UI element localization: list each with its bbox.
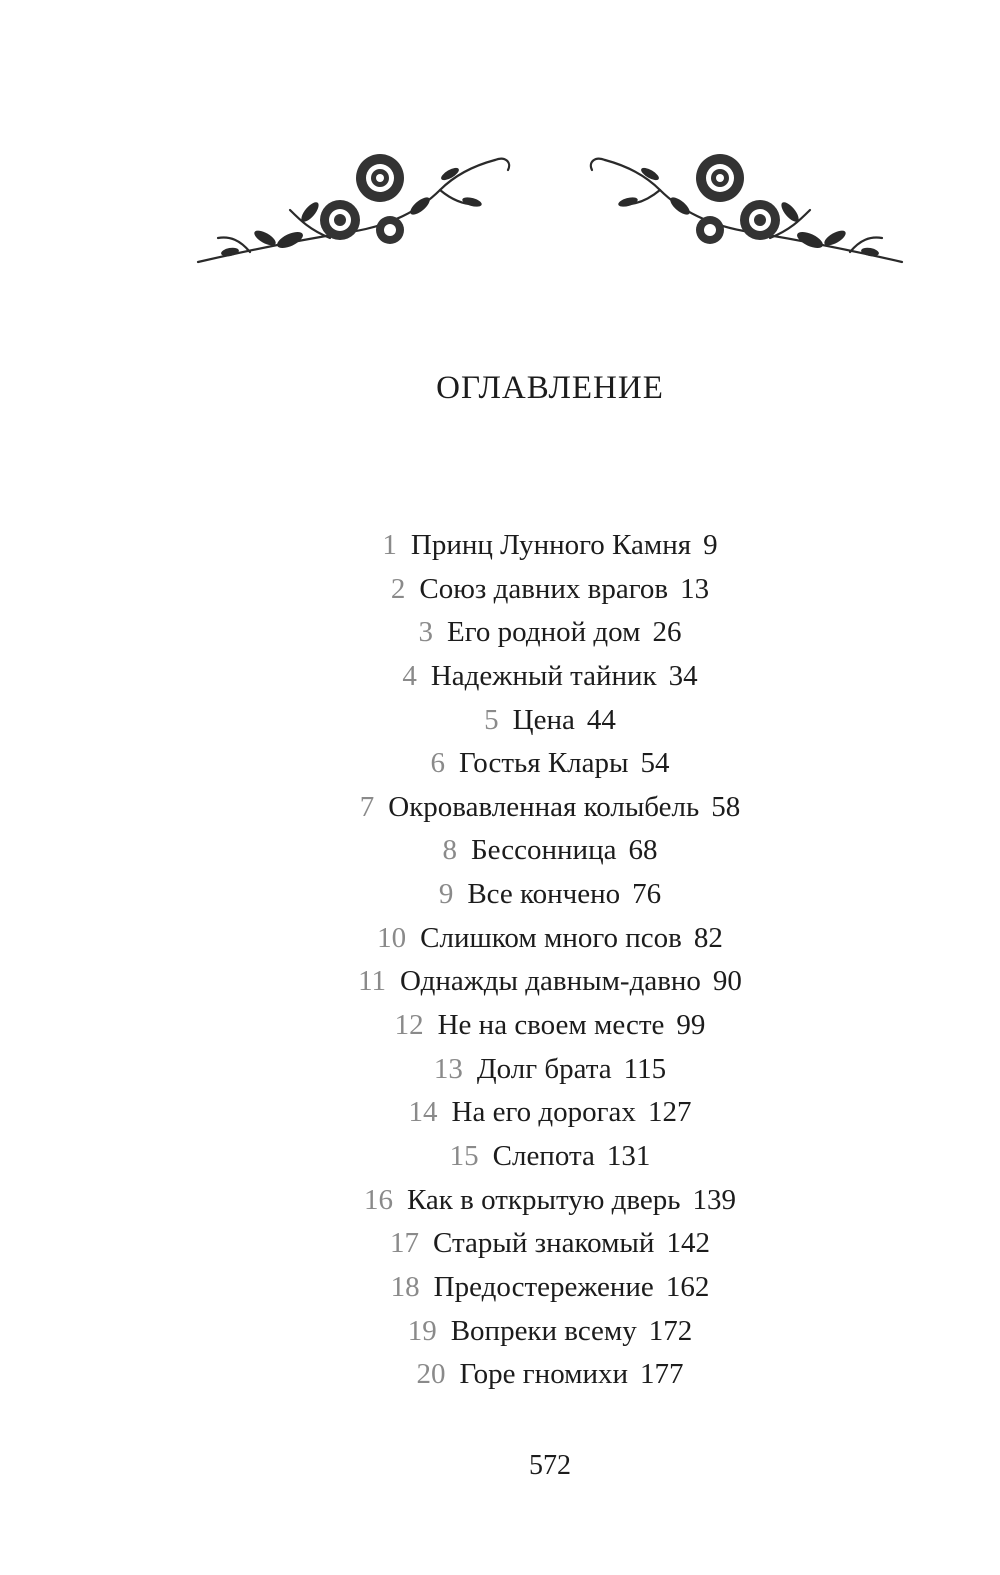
chapter-page: 26 xyxy=(652,616,682,649)
rose-vine-ornament-icon xyxy=(190,140,910,290)
chapter-number: 7 xyxy=(359,790,375,823)
toc-entry xyxy=(0,917,1000,961)
toc-entry xyxy=(0,1266,1000,1310)
chapter-number: 12 xyxy=(394,1009,424,1042)
chapter-page: 162 xyxy=(665,1270,710,1303)
chapter-number: 10 xyxy=(377,921,407,954)
chapter-title: Надежный тайник xyxy=(430,659,657,692)
toc-entry xyxy=(0,1179,1000,1223)
toc-entry xyxy=(0,655,1000,699)
chapter-number: 3 xyxy=(418,616,434,649)
chapter-number: 6 xyxy=(430,747,446,780)
chapter-number: 4 xyxy=(402,659,417,692)
chapter-title: Предостережение xyxy=(433,1270,654,1303)
chapter-title: Слепота xyxy=(492,1139,595,1172)
page-title: ОГЛАВЛЕНИЕ xyxy=(436,370,664,406)
chapter-number: 2 xyxy=(390,572,406,605)
toc-entry xyxy=(0,829,1000,873)
toc-entry xyxy=(0,1222,1000,1266)
chapter-page: 90 xyxy=(712,965,742,998)
chapter-title: Однажды давным-давно xyxy=(400,965,701,998)
chapter-title: На его дорогах xyxy=(451,1096,636,1129)
chapter-title: Старый знакомый xyxy=(433,1227,655,1260)
toc-entry xyxy=(0,1004,1000,1048)
chapter-title: Горе гномихи xyxy=(459,1358,629,1391)
chapter-page: 34 xyxy=(668,659,698,692)
chapter-page: 54 xyxy=(640,747,670,780)
chapter-page: 127 xyxy=(647,1096,692,1129)
chapter-title: Принц Лунного Камня xyxy=(410,529,692,561)
chapter-page: 13 xyxy=(680,572,710,605)
chapter-page: 142 xyxy=(666,1227,710,1260)
chapter-number: 16 xyxy=(363,1183,393,1216)
chapter-page: 131 xyxy=(606,1139,651,1172)
chapter-title: Союз давних врагов xyxy=(419,572,669,605)
chapter-title: Как в открытую дверь xyxy=(406,1183,681,1216)
chapter-page: 177 xyxy=(640,1358,684,1391)
chapter-title: Гостья Клары xyxy=(459,747,629,780)
chapter-title: Цена xyxy=(512,703,575,736)
toc-entry xyxy=(0,568,1000,612)
chapter-title: Вопреки всему xyxy=(450,1314,637,1347)
table-of-contents xyxy=(0,524,1000,1397)
chapter-page: 99 xyxy=(676,1009,706,1042)
chapter-page: 44 xyxy=(586,703,616,736)
chapter-page: 139 xyxy=(692,1183,737,1216)
chapter-page: 58 xyxy=(711,790,741,823)
toc-entry xyxy=(0,1353,1000,1397)
toc-entry xyxy=(0,960,1000,1004)
chapter-title: Его родной дом xyxy=(447,616,641,649)
chapter-number: 5 xyxy=(484,703,499,736)
chapter-number: 8 xyxy=(442,834,458,867)
chapter-number: 18 xyxy=(390,1270,420,1303)
chapter-number: 1 xyxy=(382,529,397,561)
chapter-number: 19 xyxy=(407,1314,437,1347)
chapter-title: Не на своем месте xyxy=(437,1009,665,1042)
chapter-number: 9 xyxy=(438,878,454,911)
toc-entry xyxy=(0,699,1000,743)
chapter-title: Окровавленная колыбель xyxy=(388,790,700,823)
chapter-title: Бессонница xyxy=(471,834,617,867)
toc-entry xyxy=(0,742,1000,786)
page-number: 572 xyxy=(529,1450,571,1481)
toc-entry xyxy=(0,1048,1000,1092)
toc-entry xyxy=(0,1091,1000,1135)
chapter-number: 15 xyxy=(449,1139,479,1172)
chapter-title: Все кончено xyxy=(467,878,621,911)
chapter-page: 172 xyxy=(648,1314,693,1347)
chapter-number: 13 xyxy=(433,1052,463,1085)
toc-entry xyxy=(0,524,1000,568)
chapter-title: Долг брата xyxy=(476,1052,612,1085)
chapter-page: 82 xyxy=(693,921,723,954)
chapter-number: 17 xyxy=(390,1227,420,1260)
chapter-page: 9 xyxy=(703,529,718,561)
chapter-title: Слишком много псов xyxy=(420,921,682,954)
toc-entry xyxy=(0,611,1000,655)
chapter-number: 14 xyxy=(408,1096,438,1129)
chapter-number: 20 xyxy=(416,1358,446,1391)
toc-entry xyxy=(0,1310,1000,1354)
toc-entry xyxy=(0,786,1000,830)
chapter-page: 115 xyxy=(623,1052,667,1085)
chapter-number: 11 xyxy=(358,965,387,998)
toc-entry xyxy=(0,1135,1000,1179)
chapter-page: 76 xyxy=(632,878,662,911)
chapter-page: 68 xyxy=(628,834,658,867)
toc-entry xyxy=(0,873,1000,917)
